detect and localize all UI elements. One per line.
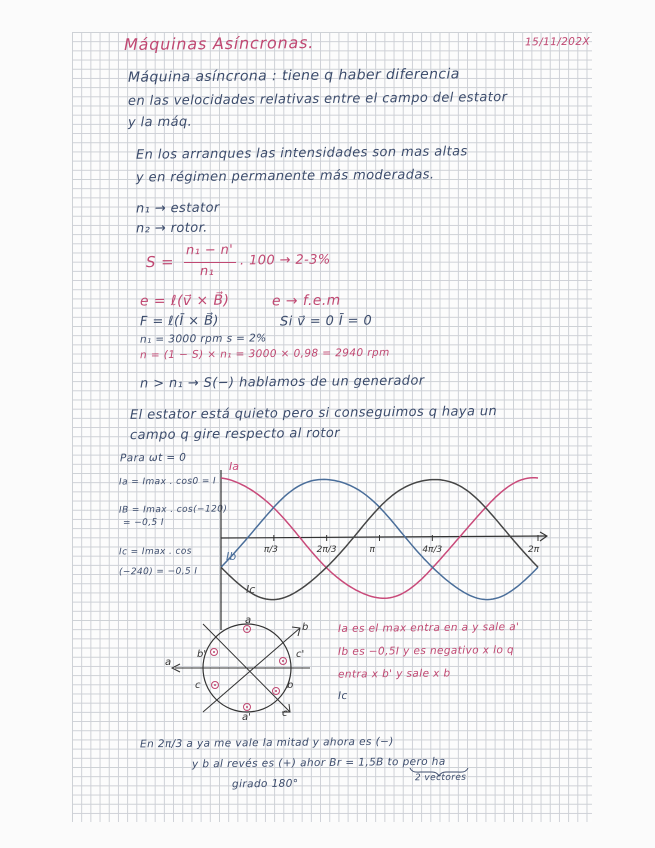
footer-line: y b al revés es (+) ahor Br = 1,5B to pero ha xyxy=(191,755,446,771)
diagram-label: b' xyxy=(197,649,207,660)
ic-formula: Ic = Imax . cos xyxy=(118,546,192,558)
force-note: Si v⃗ = 0 Ī = 0 xyxy=(279,313,373,330)
n-line: n = (1 − S) × n₁ = 3000 × 0,98 = 2940 rpm xyxy=(139,346,390,362)
diagram-label: c xyxy=(195,680,201,691)
explanation-line: Ic xyxy=(337,689,348,703)
note-line: y en régimen permanente más moderadas. xyxy=(135,167,435,186)
diagram-label: a xyxy=(245,615,252,626)
footer-line: En 2π/3 a ya me vale la mitad y ahora es (−) xyxy=(139,735,394,751)
x-tick-label: 2π xyxy=(528,545,540,555)
slip-numerator: n₁ − n' xyxy=(185,242,234,259)
ib-formula-result: = −0,5 I xyxy=(122,517,165,529)
note-line: En los arranques las intensidades son mas altas xyxy=(135,144,468,163)
emf-formula: e = ℓ(v⃗ × B⃗) xyxy=(139,292,230,310)
note-line: campo q gire respecto al rotor xyxy=(129,425,341,444)
diagram-label: b xyxy=(302,622,309,633)
ia-formula: Ia = Imax . cos0 = I xyxy=(118,476,217,488)
x-tick-label: 4π/3 xyxy=(422,545,443,555)
series-label-ib: Ib xyxy=(226,550,237,563)
series-label-ia: Ia xyxy=(229,460,239,473)
diagram-label: c' xyxy=(296,649,305,660)
ic-formula-result: (−240) = −0,5 I xyxy=(118,566,198,578)
note-line: El estator está quieto pero si conseguimos q haya un xyxy=(129,404,498,423)
page-date: 15/11/202X xyxy=(524,35,591,49)
footer-underbrace-label: 2 vectores xyxy=(414,772,467,784)
diagram-label: a xyxy=(165,657,172,668)
footer-line: girado 180° xyxy=(231,777,299,791)
note-line: Máquina asíncrona : tiene q haber diferencia xyxy=(127,66,460,86)
force-formula: F = ℓ(Ī × B⃗) xyxy=(139,313,219,330)
explanation-line: entra x b' y sale x b xyxy=(337,667,451,681)
diagram-label: b xyxy=(287,680,294,691)
rpm-line: n₁ = 3000 rpm s = 2% xyxy=(139,332,267,346)
x-tick-label: π xyxy=(369,545,375,555)
note-line: en las velocidades relativas entre el campo del estator xyxy=(127,90,508,109)
slip-denominator: n₁ xyxy=(199,263,215,280)
note-line: n₂ → rotor. xyxy=(135,220,208,237)
para-label: Para ωt = 0 xyxy=(119,451,187,465)
explanation-line: Ib es −0,5I y es negativo x lo q xyxy=(337,644,515,658)
note-line: n₁ → estator xyxy=(135,200,220,217)
slip-rhs: . 100 → 2-3% xyxy=(239,252,331,269)
slip-lhs: S = xyxy=(145,252,175,272)
emf-note: e → f.e.m xyxy=(271,292,341,310)
generator-line: n > n₁ → S(−) hablamos de un generador xyxy=(139,373,425,392)
diagram-label: c xyxy=(282,708,288,719)
ib-formula: IB = Imax . cos(−120) xyxy=(118,504,228,516)
diagram-label: a' xyxy=(242,712,251,723)
series-label-ic: Ic xyxy=(246,583,256,596)
note-line: y la máq. xyxy=(127,114,193,131)
x-tick-label: π/3 xyxy=(263,545,279,555)
x-tick-label: 2π/3 xyxy=(316,545,337,555)
explanation-line: Ia es el max entra en a y sale a' xyxy=(337,621,520,635)
page-title: Máquinas Asíncronas. xyxy=(123,33,315,54)
